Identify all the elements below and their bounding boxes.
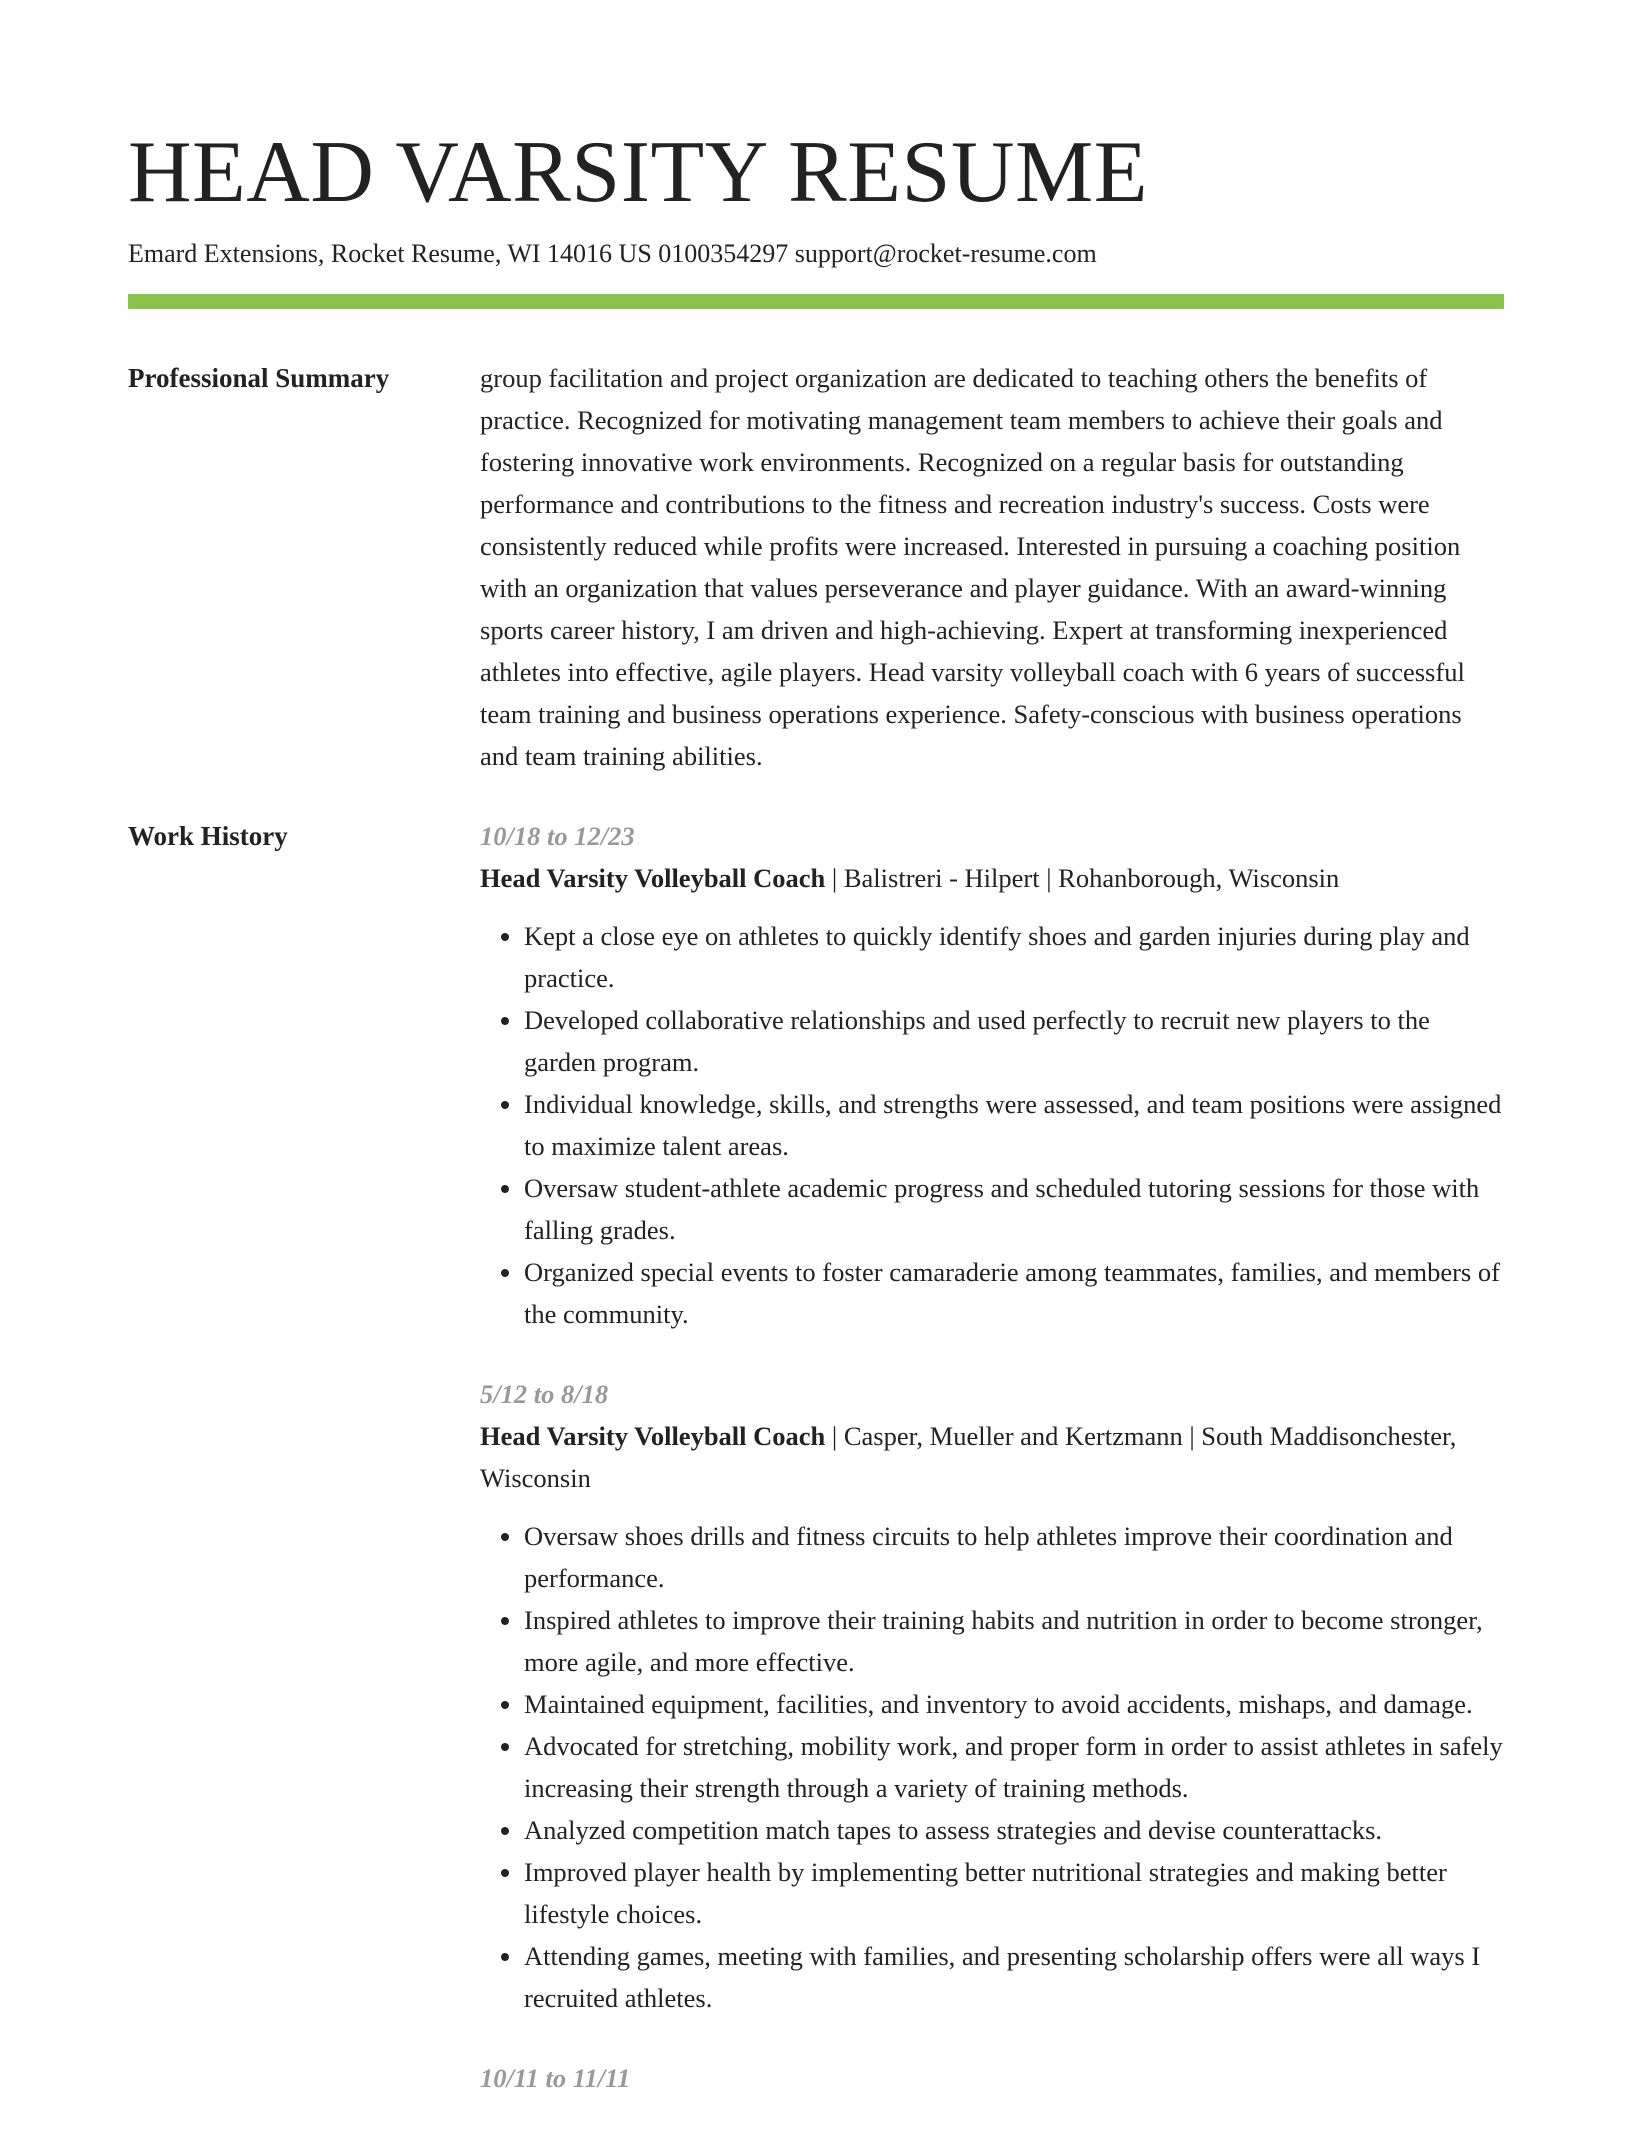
job-bullet: • Analyzed competition match tapes to assess strategies and devise counterattacks.	[524, 1809, 1504, 1851]
job-entry	[480, 2057, 1504, 2099]
job-employer-location: | Balistreri - Hilpert | Rohanborough, Wisconsin	[825, 863, 1340, 893]
job-entry	[480, 815, 1504, 1335]
job-title: Head Varsity Volleyball Coach	[480, 863, 826, 893]
job-bullet: • Oversaw student-athlete academic progress and scheduled tutoring sessions for those with falling grades.	[524, 1167, 1504, 1251]
job-heading	[480, 857, 1504, 899]
job-bullet: • Improved player health by implementing better nutritional strategies and making better lifestyle choices.	[524, 1851, 1504, 1935]
job-dates: 10/18 to 12/23	[480, 821, 635, 851]
header-divider	[128, 294, 1504, 309]
professional-summary-section	[128, 357, 1504, 777]
job-bullet: • Maintained equipment, facilities, and inventory to avoid accidents, mishaps, and damage.	[524, 1683, 1504, 1725]
job-title: Head Varsity Volleyball Coach	[480, 1421, 826, 1451]
job-bullet: • Individual knowledge, skills, and strengths were assessed, and team positions were assigned to maximize talent areas.	[524, 1083, 1504, 1167]
job-entry	[480, 1373, 1504, 2019]
section-label-work-history: Work History	[128, 821, 288, 851]
job-dates: 5/12 to 8/18	[480, 1379, 609, 1409]
section-label-summary: Professional Summary	[128, 363, 390, 393]
job-bullet: • Organized special events to foster camaraderie among teammates, families, and members of the community.	[524, 1251, 1504, 1335]
contact-line: Emard Extensions, Rocket Resume, WI 14016 US 0100354297 support@rocket-resume.com	[128, 239, 1097, 268]
summary-text: group facilitation and project organization are dedicated to teaching others the benefits of practice. Recognized for motivating management team members to achieve their goals and fostering innovative work environments. Recognized on a regular basis for outstanding performance and contributions to the fitness and recreation industry's success. Costs were consistently reduced while profits were increased. Interested in pursuing a coaching position with an organization that values perseverance and player guidance. With an award-winning sports career history, I am driven and high-achieving. Expert at transforming inexperienced athletes into effective, agile players. Head varsity volleyball coach with 6 years of successful team training and business operations experience. Safety-conscious with business operations and team training abilities.	[480, 363, 1465, 771]
job-bullet: • Advocated for stretching, mobility work, and proper form in order to assist athletes in safely increasing their strength through a variety of training methods.	[524, 1725, 1504, 1809]
job-bullets	[480, 1515, 1504, 2019]
job-bullet: • Attending games, meeting with families, and presenting scholarship offers were all ways I recruited athletes.	[524, 1935, 1504, 2019]
resume-title: HEAD VARSITY RESUME	[128, 124, 1148, 221]
job-bullet: • Oversaw shoes drills and fitness circuits to help athletes improve their coordination and performance.	[524, 1515, 1504, 1599]
job-bullet: • Inspired athletes to improve their training habits and nutrition in order to become stronger, more agile, and more effective.	[524, 1599, 1504, 1683]
job-bullet: • Developed collaborative relationships and used perfectly to recruit new players to the garden program.	[524, 999, 1504, 1083]
job-dates: 10/11 to 11/11	[480, 2063, 631, 2093]
job-heading	[480, 1415, 1504, 1499]
job-bullets	[480, 915, 1504, 1335]
work-history-section	[128, 815, 1504, 2137]
job-bullet: • Kept a close eye on athletes to quickly identify shoes and garden injuries during play and practice.	[524, 915, 1504, 999]
job-employer-location: | Casper, Mueller and Kertzmann | South Maddisonchester, Wisconsin	[480, 1421, 1457, 1493]
